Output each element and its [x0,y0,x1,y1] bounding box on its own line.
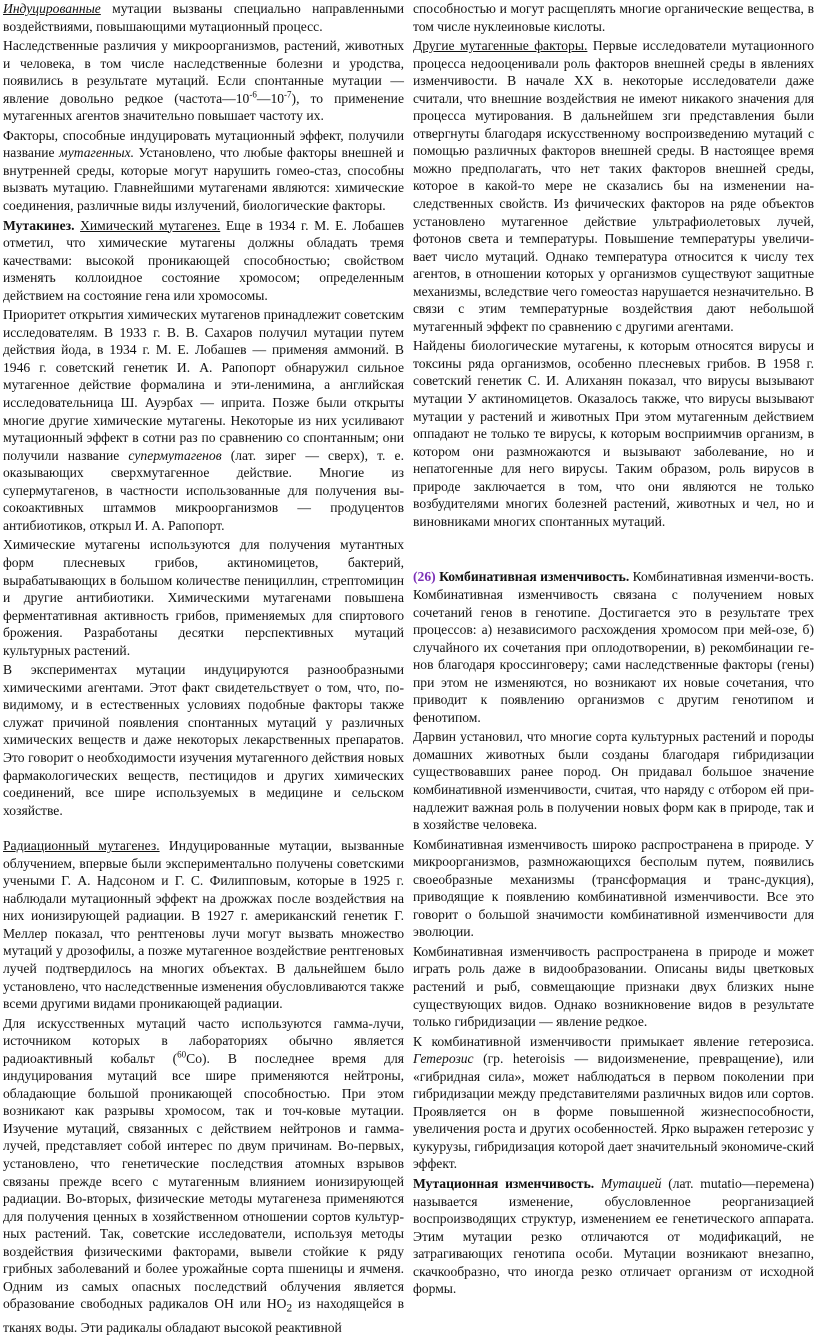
paragraph-speciation: Комбинативная изменчивость распространена в природе и может играть роль даже в видообразовании. Описаны виды цветковых растений и рыб, совмещающие признаки двух близких ныне существующих видов. Однако возникновение видов в результате только гибридизации — явление редкое. [413,943,814,1030]
paragraph-hereditary-differences: Наследственные различия у микроорганизмов, растений, животных и человека, в том числе наследственные болезни и уродства, появились в результате мутаций. Если спонтанные мутации — явление довольно редкое $(частота—10^{-6}—10^{-7})$, то применение мутагенных агентов значительно повышает частоту их. [3,38,404,124]
paragraph-biological-mutagens: Найдены биологические мутагены, к которым относятся вирусы и токсины ряда организмов, особенно плесневых грибов. В 1958 г. советский генетик С. И. Алиханян показал, что вирусы вызывают мутации У актиномицетов. Оказалось также, что вирусы вызывают мутации у растений и животных При этом мутагенным действием оппадают не только те вирусы, к которым восприимчив организм, в котором они размножаются и вызывают заболевание, но и непатогенные для него вирусы. Таким образом, роль вирусов в природе заключается в том, что они являются не только возбудителями многих болезней растений, животных и чел, но и виновниками многих спонтанных мутаций. [413,338,814,529]
heading-other-mutagenic-factors: Другие мутагенные факторы. [413,38,588,54]
term-mutation: Мутацией [594,1176,662,1191]
term-induced: Индуцированные [3,1,101,16]
paragraph-experiments: В экспериментах мутации индуцируются разнообразными химическими агентами. Этот факт свидетельствует о том, что, по-видимому, и в естественных условиях подобные факторы также служат причиной появления спонтанных мутаций у различных химических веществ и даже некоторых лекарственных препаратов. Это говорит о необходимости изучения мутагенного действия новых фармакологических веществ, пестицидов и других химических соединений, все шире используемых в медицине и сельском хозяйстве. [3,662,404,818]
term-supermutagens: супермутагенов [128,447,222,463]
paragraph-heterosis: К комбинативной изменчивости примыкает явление гетерозиса. Гетерозис (гр. heteroisis — видоизменение, превращение), или «гибридная сила», может наблюдаться в первом поколении при гибридизации между представителями различных видов или сортов. Проявляется он в форме повышенной жизнеспособности, увеличения роста и других особенностей. Ярко выражен гетерозис у кукурузы, гибридизация которой дает значительный экономиче-ский эффект. [413,1033,814,1172]
paragraph-chemical-usage: Химические мутагены используются для получения мутантных форм плесневых грибов, актиномицетов, бактерий, вырабатывающих в большом количестве пенициллин, стрептомицин и другие антибиотики. Химическими мутагенами повышена ферментативная активность грибов, применяемых для спиртового брожения. Разработаны десятки перспективных мутаций культурных растений. [3,537,404,658]
paragraph-darwin: Дарвин установил, что многие сорта культурных растений и породы домашних животных были созданы благодаря гибридизации существовавших ранее пород. Он придавал большое значение комбинативной изменчивости, считая, что наряду с отбором ей при-надлежит важная роль в получении новых форм как в природе, так и в хозяйстве человека. [413,729,814,833]
paragraph-mutagenic-factors: Факторы, способные индуцировать мутационный эффект, получили название мутагенных. Установлено, что любые факторы внешней и внутренней среды, которые могут нарушить гомео-стаз, способны вызвать мутацию. Главнейшими мутагенами являются: химические соединения, различные виды излучений, биологические факторы. [3,127,404,214]
paragraph-induced-mutations: Индуцированные мутации вызваны специально направленными воздействиями, повышающими мутационный процесс. [3,1,404,34]
heading-chemical-mutagenesis: Химический мутагенез. [80,217,221,233]
right-column [413,0,814,1297]
paragraph-combinative-variability: (26) Комбинативная изменчивость. Комбинативная изменчи-вость. Комбинативная изменчивость связана с получением новых сочетаний генов в генотипе. Достигается это в результате трех процессов: а) независимого расхождения хромосом при мей-озе, б) случайного их сочетания при оплодотворении, в) рекомбинации ге-нов благодаря кроссинговеру; сами наследственные факторы (гены) при этом не изменяются, но возникают их новые сочетания, что приводит к появлению организмов с другим генотипом и фенотипом. [413,569,814,725]
paragraph-mutational-variability: Мутационная изменчивость. Мутацией (лат. mutatio—перемена) называется изменение, обусловленное реорганизацией воспроизводящих структур, изменением ее генетического аппарата. Этим мутации резко отличаются от модификаций, не затрагивающих генотипа особи. Мутации возникают внезапно, скачкообразно, что иногда резко отличает организм от исходной формы. [413,1176,814,1297]
paragraph-other-mutagenic-factors: Другие мутагенные факторы. Первые исследователи мутационного процесса недооценивали роль факторов внешней среды в явлениях изменчивости. В начале XX в. некоторые исследователи даже считали, что внешние воздействия не имеют никакого значения для процесса мутирования. В дальнейшем зги представления были отвергнуты благодаря искусственному воспроизведению мутаций с помощью различных факторов внешней среды. В настоящее время можно предполагать, что нет таких факторов внешней среды, которое в какой-то мере не сказались бы на изменении на-следственных свойств. Из фичических факторов на ряде объектов установлено мутагенное действие ультрафиолетовых лучей, фотонов света и температуры. Повышение температуры увеличи-вает число мутаций. Однако температура относится к числу тех агентов, в отношении которых у организмов существуют защитные механизмы, вследствие чего гомеостаз нарушается незначительно. В связи с этим температурные воздействия дают небольшой мутагенный эффект по сравнению с другими агентами. [413,38,814,334]
paragraph-artificial-mutations: Для искусственных мутаций часто используются гамма-лучи, источником которых в лабораториях обычно является радиоактивный кобальт ($^{60}$Со). В последнее время для индуцирования мутаций все шире применяются нейтроны, обладающие большой проникающей способностью. При этом возникают как разрывы хромосом, так и точ-ковые мутации. Изучение мутаций, связанных с действием нейтронов и гамма-лучей, представляет собой интерес по двум причинам. Во-первых, установлено, что генетические последствия атомных взрывов связаны прежде всего с мутагенным влиянием ионизирующей радиации. Во-вторых, физические методы мутагенеза применяются для получения ценных в хозяйственном отношении сортов культур-ных растений. Так, советские исследователи, используя методы воздействия физическими факторами, вывели стойкие к ряду грибных заболеваний и более урожайные сорта пшеницы и ячменя. Одним из самых опасных последствий облучения является образование свободных радикалов ОН или $НО_2$ из находящейся в тканях воды. Эти радикалы обладают высокой реактивной [3,1015,404,1335]
left-column [3,0,405,1335]
paragraph-combinative-nature: Комбинативная изменчивость широко распространена в природе. У микроорганизмов, размножающихся бесполым путем, появились своеобразные механизмы (трансформация и транс-дукция), приводящие к появлению комбинативной изменчивости. Все это говорит о большой значимости комбинативной изменчивости для эволюции. [413,836,814,940]
heading-combinative-variability: Комбинативная изменчивость. [435,569,630,585]
paragraph-radiation-mutagenesis: Радиационный мутагенез. Индуцированные мутации, вызванные облучением, впервые были экспериментально получены советскими учеными Г. А. Надсоном и Г. С. Филипповым, которые в 1925 г. наблюдали мутационный эффект на дрожжах после воздействия на них ионизирующей радиации. В 1927 г. американский генетик Г. Меллер показал, что рентгеновы лучи могут вызвать множество мутаций у дрозофилы, а позже мутагенное воздействие рентгеновых лучей подтвердилось на многих объектах. В дальнейшем было установлено, что наследственные изменения обусловливаются также всеми другими видами проникающей радиации. [3,838,405,1012]
paragraph-continuation: способностью и могут расщеплять многие органические вещества, в том числе нуклеиновые кислоты. [413,1,814,34]
heading-mutakinez: Мутакинез. [3,217,75,233]
term-mutagenic: мутагенных. [59,145,134,161]
paragraph-priority: Приоритет открытия химических мутагенов принадлежит советским исследователям. В 1933 г. В. В. Сахаров получил мутации путем действия йода, в 1934 г. М. Е. Лобашев — применяя аммоний. В 1946 г. советский генетик И. А. Рапопорт обнаружил сильное мутагенное действие формалина и эти-ленимина, а английская исследовательница Ш. Ауэрбах — иприта. Позже были открыты многие другие химические мутагены. Некоторые из них усиливают мутационный эффект в сотни раз по сравнению со спонтанным; они получили название супермутагенов (лат. зирег — сверх), т. е. оказывающих сверхмутагенное действие. Многие из супермутагенов, в частности использованные для получения вы-сокоактивных штаммов микроорганизмов — продуцентов антибиотиков, открыл И. А. Рапопорт. [3,307,404,533]
paragraph-chemical-mutagenesis: Мутакинез. Химический мутагенез. Еще в 1934 г. М. Е. Лобашев отметил, что химические мутагены должны обладать тремя качествами: высокой проникающей способностью; свойством изменять коллоидное состояние хромосом; определенным действием на состояние гена или хромосомы. [3,217,404,303]
term-heterosis: Гетерозис [413,1051,474,1067]
heading-radiation-mutagenesis: Радиационный мутагенез. [3,838,160,854]
section-number: (26) [413,569,436,585]
heading-mutational-variability: Мутационная изменчивость. [413,1176,595,1191]
